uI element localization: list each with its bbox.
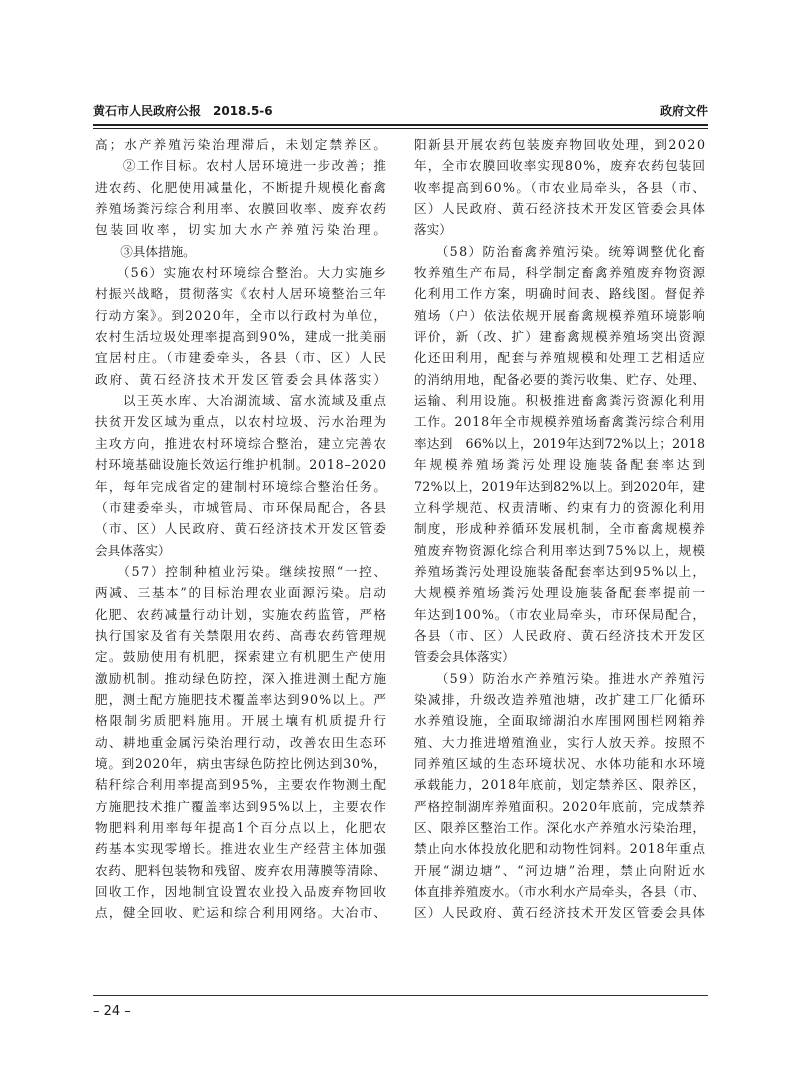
text-line: 药基本实现零增长。推进农业生产经营主体加强 xyxy=(95,841,388,857)
text-line: 区）人民政府、黄石经济技术开发区管委会具体 xyxy=(414,201,707,217)
text-line: 殖场（户）依法依规开展畜禽规模养殖环境影响 xyxy=(414,307,707,323)
text-line: 立科学规范、权责清晰、约束有力的资源化利用 xyxy=(414,499,707,515)
text-line: （市、区）人民政府、黄石经济技术开发区管委 xyxy=(95,521,388,537)
text-line: 年达到100%。（市农业局牵头，市环保局配合， xyxy=(414,606,706,622)
text-line: 秸秆综合利用率提高到95%，主要农作物测土配 xyxy=(95,777,388,793)
text-line: 点，健全回收、贮运和综合利用网络。大冶市、 xyxy=(95,905,388,921)
text-line: 殖、大力推进增殖渔业，实行人放天养。按照不 xyxy=(414,734,707,750)
text-line: 宜居村庄。（市建委牵头，各县（市、区）人民 xyxy=(95,350,388,366)
text-line: 同养殖区域的生态环境状况、水体功能和水环境 xyxy=(414,755,707,771)
text-line: （56）实施农村环境综合整治。大力实施乡 xyxy=(95,265,388,281)
text-line: 会具体落实） xyxy=(95,542,171,558)
text-line: 牧养殖生产布局，科学制定畜禽养殖废弃物资源 xyxy=(414,265,707,281)
text-line: 禁止向水体投放化肥和动物性饲料。2018年重点 xyxy=(414,841,706,857)
section-title: 政府文件 xyxy=(659,104,708,118)
text-line: ②工作目标。农村人居环境进一步改善；推 xyxy=(95,158,388,174)
text-line: 的消纳用地，配备必要的粪污收集、贮存、处理、 xyxy=(414,371,706,387)
text-line: ③具体措施。 xyxy=(95,243,196,259)
text-line: （市建委牵头，市城管局、市环保局配合，各县 xyxy=(95,499,388,515)
text-line: 区、限养区整治工作。深化水产养殖水污染治理， xyxy=(414,820,706,835)
text-line: 包装回收率，切实加大水产养殖污染治理。 xyxy=(95,222,389,238)
text-line: 72%以上，2019年达到82%以上。到2020年，建 xyxy=(414,478,706,494)
text-line: 扶贫开发区域为重点，以农村垃圾、污水治理为 xyxy=(95,414,388,430)
text-line: 物肥料利用率每年提高1个百分点以上，化肥农 xyxy=(95,820,388,835)
text-line: 政府、黄石经济技术开发区管委会具体落实） xyxy=(95,371,389,387)
text-line: 回收工作，因地制宜设置农业投入品废弃物回收 xyxy=(95,884,388,900)
text-line: 化还田利用，配套与养殖规模和处理工艺相适应 xyxy=(414,350,707,366)
text-line: 以王英水库、大冶湖流域、富水流域及重点 xyxy=(95,393,388,409)
text-line: 运输、利用设施。积极推进畜禽粪污资源化利用 xyxy=(414,393,707,409)
header-rule-thick xyxy=(93,124,708,126)
text-line: 两减、三基本”的目标治理农业面源污染。启动 xyxy=(95,585,388,601)
text-line: 进农药、化肥使用减量化，不断提升规模化畜禽 xyxy=(95,179,388,195)
text-line: 各县（市、区）人民政府、黄石经济技术开发区 xyxy=(414,627,707,643)
page-header xyxy=(93,100,708,122)
text-line: 主攻方向，推进农村环境综合整治，建立完善农 xyxy=(95,435,388,451)
text-line: 水养殖设施，全面取缔湖泊水库围网围栏网箱养 xyxy=(414,713,707,729)
page-number: – 24 – xyxy=(93,1004,131,1019)
text-line: 管委会具体落实） xyxy=(414,649,515,665)
text-line: 大规模养殖场粪污处理设施装备配套率提前一 xyxy=(414,585,708,601)
text-line: 严格控制湖库养殖面积。2020年底前，完成禁养 xyxy=(414,798,706,814)
text-line: 农药、肥料包装物和残留、废弃农用薄膜等清除、 xyxy=(95,862,387,878)
text-line: 养殖场粪污处理设施装备配套率达到95%以上， xyxy=(414,563,707,579)
text-line: 开展“湖边塘”、“河边塘”治理，禁止向附近水 xyxy=(414,862,707,878)
publication-title: 黄石市人民政府公报 2018.5-6 xyxy=(93,104,273,118)
text-line: 体直排养殖废水。（市水利水产局牵头，各县（市、 xyxy=(414,884,706,900)
text-line: 方施肥技术推广覆盖率达到95%以上，主要农作 xyxy=(95,798,388,814)
footer-rule xyxy=(93,995,708,996)
text-line: （59）防治水产养殖污染。推进水产养殖污 xyxy=(414,670,707,686)
text-line: 殖废弃物资源化综合利用率达到75%以上，规模 xyxy=(414,542,707,558)
text-line: 养殖场粪污综合利用率、农膜回收率、废弃农药 xyxy=(95,201,388,217)
text-line: 执行国家及省有关禁限用农药、高毒农药管理规 xyxy=(95,627,388,643)
text-line: 评价，新（改、扩）建畜禽规模养殖场突出资源 xyxy=(414,329,707,345)
text-line: 制度，形成种养循环发展机制，全市畜禽规模养 xyxy=(414,521,707,537)
text-line: 激励机制。推动绿色防控，深入推进测土配方施 xyxy=(95,670,388,686)
text-line: 工作。2018年全市规模养殖场畜禽粪污综合利用 xyxy=(414,414,706,430)
text-line: 行动方案》。到2020年，全市以行政村为单位， xyxy=(95,307,388,323)
text-line: 定。鼓励使用有机肥，探索建立有机肥生产使用 xyxy=(95,649,388,665)
left-column xyxy=(95,134,389,924)
text-line: 落实） xyxy=(414,222,452,238)
text-line: 收率提高到60%。（市农业局牵头，各县（市、 xyxy=(414,179,707,195)
text-line: 村环境基础设施长效运行维护机制。2018–2020 xyxy=(95,457,387,473)
text-line: 化肥、农药减量行动计划，实施农药监管，严格 xyxy=(95,606,388,622)
text-line: 年，全市农膜回收率实现80%，废弃农药包装回 xyxy=(414,158,707,174)
text-line: 年规模养殖场粪污处理设施装备配套率达到 xyxy=(414,457,708,473)
text-line: 境。到2020年，病虫害绿色防控比例达到30%， xyxy=(95,755,387,771)
text-line: 高；水产养殖污染治理滞后，未划定禁养区。 xyxy=(95,137,389,152)
text-line: 染减排，升级改造养殖池塘，改扩建工厂化循环 xyxy=(414,691,707,707)
text-line: 农村生活垃圾处理率提高到90%，建成一批美丽 xyxy=(95,329,388,345)
text-line: 村振兴战略，贯彻落实《农村人居环境整治三年 xyxy=(95,286,388,302)
text-line: 率达到 66%以上，2019年达到72%以上；2018 xyxy=(414,435,706,451)
text-line: 阳新县开展农药包装废弃物回收处理，到2020 xyxy=(414,137,707,152)
right-column xyxy=(414,134,708,924)
text-line: 格限制劣质肥料施用。开展土壤有机质提升行 xyxy=(95,713,389,729)
text-line: （58）防治畜禽养殖污染。统筹调整优化畜 xyxy=(414,243,707,259)
text-line: 年，每年完成省定的建制村环境综合整治任务。 xyxy=(95,478,388,494)
text-line: 化利用工作方案，明确时间表、路线图。督促养 xyxy=(414,286,707,302)
text-line: 区）人民政府、黄石经济技术开发区管委会具体 xyxy=(414,905,707,921)
header-rule-thin xyxy=(93,128,708,129)
text-line: 肥，测土配方施肥技术覆盖率达到90%以上。严 xyxy=(95,691,388,707)
text-line: 承载能力，2018年底前，划定禁养区、限养区， xyxy=(414,777,706,793)
text-line: （57）控制种植业污染。继续按照“一控、 xyxy=(95,563,388,579)
text-line: 动、耕地重金属污染治理行动，改善农田生态环 xyxy=(95,734,388,750)
